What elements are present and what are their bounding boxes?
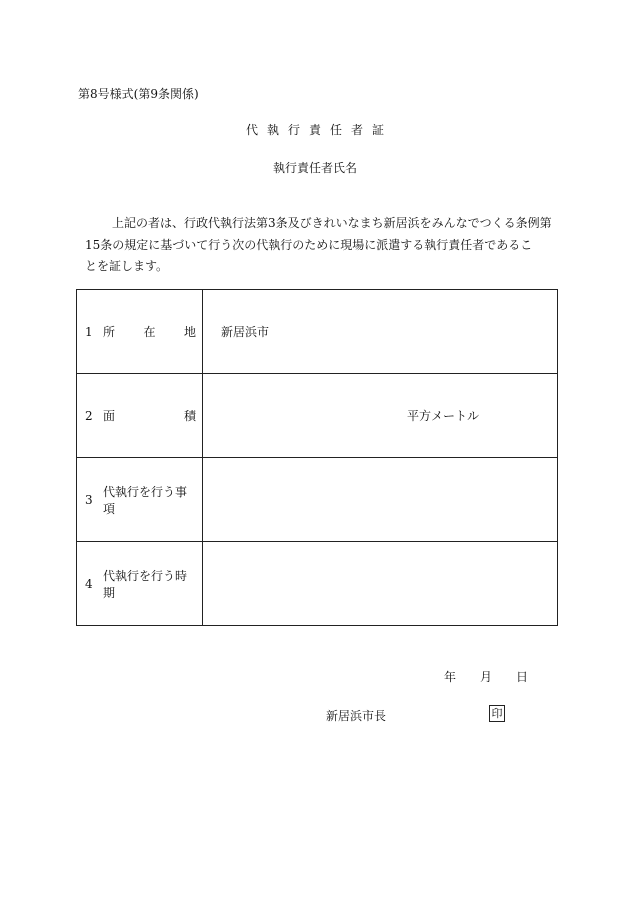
label-char: 積 <box>183 409 196 423</box>
row-label: 代執行を行う時期 <box>103 568 188 600</box>
label-cell <box>77 290 203 374</box>
date-line <box>444 668 528 685</box>
row-label <box>103 407 196 424</box>
value-cell <box>203 374 558 458</box>
value-cell <box>203 290 558 374</box>
label-cell <box>77 374 203 458</box>
month-label: 月 <box>480 670 493 684</box>
document-title: 代執行責任者証 <box>245 123 393 137</box>
day-label: 日 <box>516 670 529 684</box>
area-unit: 平方メートル <box>406 409 479 423</box>
row-number: 3 <box>85 492 93 507</box>
table-row-area <box>77 374 558 458</box>
table-row-location <box>77 290 558 374</box>
certification-line: 15条の規定に基づいて行う次の代執行のために現場に派遣する執行責任者であるこ <box>85 237 533 252</box>
year-label: 年 <box>444 670 457 684</box>
enforcement-details-table <box>76 289 558 626</box>
label-char: 在 <box>143 325 156 339</box>
location-value: 新居浜市 <box>221 325 270 339</box>
label-char: 地 <box>183 325 196 339</box>
certification-text <box>85 213 555 278</box>
label-cell <box>77 458 203 542</box>
form-number: 第8号様式(第9条関係) <box>78 87 199 101</box>
row-number: 4 <box>85 576 93 591</box>
row-number: 1 <box>85 324 93 339</box>
value-cell <box>203 542 558 626</box>
table-row-timing <box>77 542 558 626</box>
certification-line: とを証します。 <box>85 259 169 273</box>
label-char: 所 <box>103 325 116 339</box>
label-cell <box>77 542 203 626</box>
row-number: 2 <box>85 408 93 423</box>
certification-line: 上記の者は、行政代執行法第3条及びきれいなまち新居浜をみんなでつくる条例第 <box>112 216 552 230</box>
seal-mark: 印 <box>489 705 505 722</box>
row-label: 代執行を行う事項 <box>103 484 188 516</box>
label-char: 面 <box>103 409 116 423</box>
mayor-label: 新居浜市長 <box>326 709 387 723</box>
value-cell <box>203 458 558 542</box>
row-label <box>103 323 196 340</box>
table-row-matters <box>77 458 558 542</box>
holder-name-label: 執行責任者氏名 <box>272 161 357 175</box>
